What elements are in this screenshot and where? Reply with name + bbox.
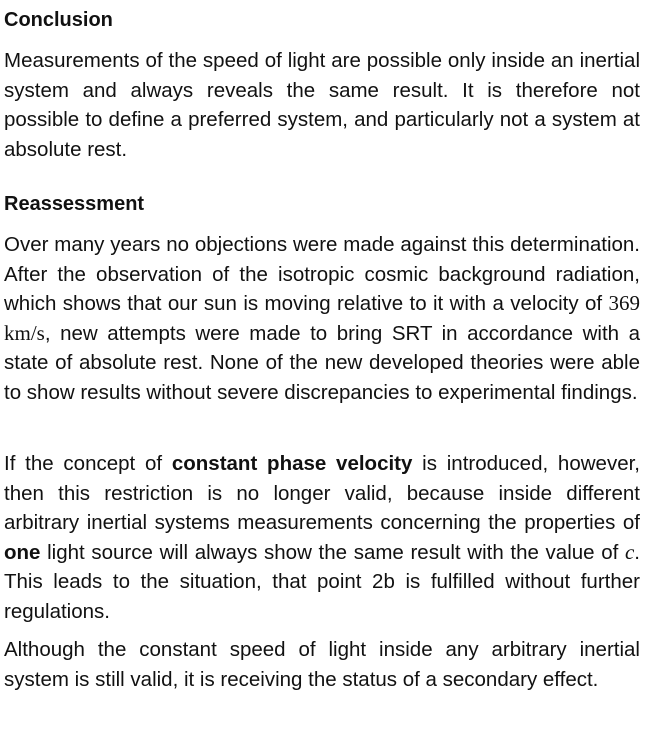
text-span: , new attempts were made to bring SRT in accordance with a state of absolute rest. None of the new developed theories were able to show results without severe discrepancies to experimental findings. — [4, 321, 640, 404]
reassessment-text-3: Although the constant speed of light inside any arbitrary inertial system is still valid, it is receiving the status of a secondary effect. — [4, 638, 640, 691]
bold-term: constant phase velocity — [171, 452, 413, 475]
velocity-math: 369 km/s — [4, 291, 640, 345]
bold-term: one — [4, 540, 41, 564]
text-span: If the concept of — [4, 452, 172, 475]
text-span: is introduced, however, then this restriction is no longer valid, because inside different arbitrary inertial systems measurements concerning the properties of — [4, 452, 640, 534]
reassessment-paragraph-3 — [4, 635, 640, 694]
conclusion-text: Measurements of the speed of light are possible only inside an inertial system and always reveals the same result. It is therefore not possible to define a preferred system, and particularly not a system at absolute rest. — [4, 49, 640, 161]
text-span: . This leads to the situation, that point 2b is fulfilled without further regulations. — [4, 540, 640, 623]
conclusion-heading: Conclusion — [4, 9, 113, 31]
reassessment-paragraph-1 — [4, 230, 640, 407]
text-span: Over many years no objections were made against this determination. After the observation of the isotropic cosmic background radiation, which shows that our sun is moving relative to it with a velocity of — [4, 233, 640, 315]
reassessment-heading: Reassessment — [4, 193, 145, 215]
reassessment-paragraph-2 — [4, 449, 640, 626]
conclusion-paragraph — [4, 46, 640, 164]
c-math: c — [624, 539, 635, 564]
text-span: light source will always show the same result with the value of — [40, 540, 625, 564]
reassessment-text-1 — [4, 230, 640, 407]
reassessment-text-2 — [4, 449, 640, 626]
